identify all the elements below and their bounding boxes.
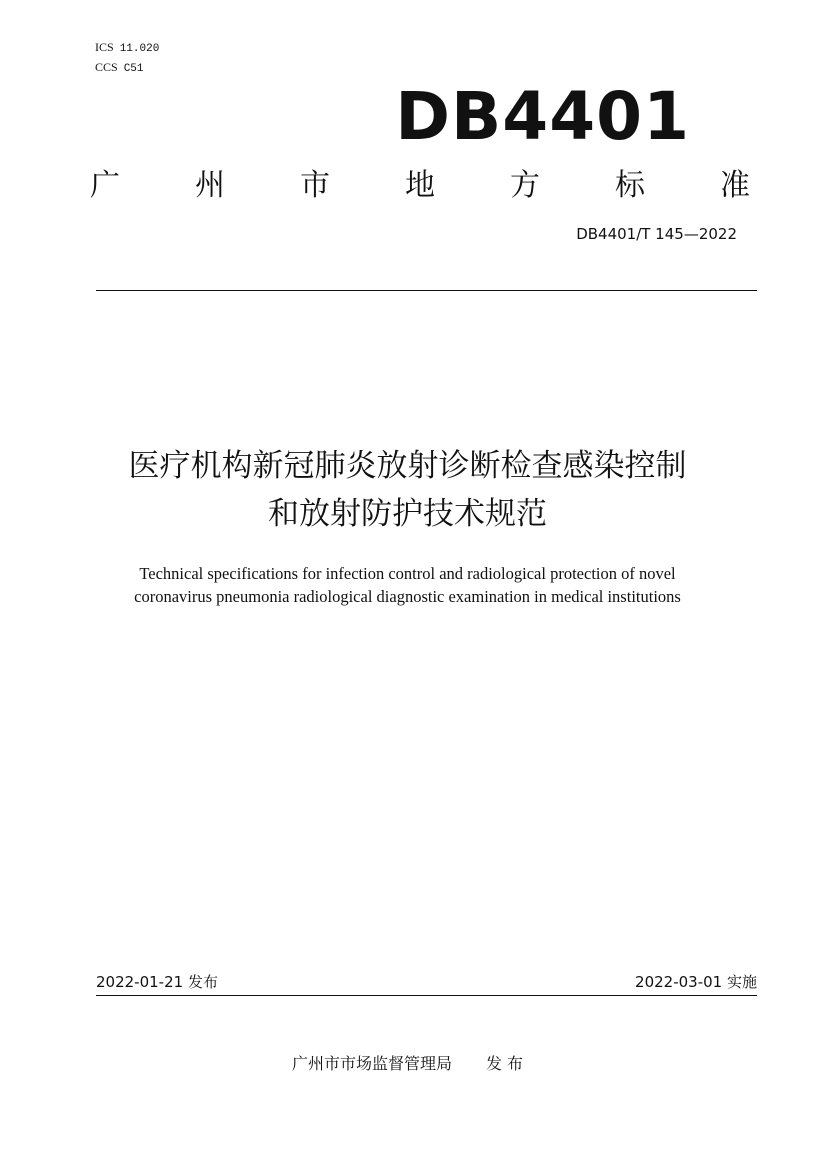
- standard-type-char: 准: [720, 168, 750, 203]
- ccs-line: [95, 60, 144, 76]
- title-en-line1: Technical specifications for infection control and radiological protection of novel: [139, 564, 676, 583]
- implement-date: 2022-03-01 实施: [635, 973, 757, 991]
- db-code: DB4401: [395, 78, 690, 155]
- standard-number: DB4401/T 145—2022: [576, 225, 737, 243]
- standard-type-char: 州: [195, 168, 225, 203]
- title-cn-line2: 和放射防护技术规范: [268, 496, 547, 532]
- title-cn-line1: 医疗机构新冠肺炎放射诊断检查感染控制: [128, 448, 687, 484]
- ics-label: ICS: [95, 40, 114, 54]
- issue-date: 2022-01-21 发布: [96, 973, 218, 991]
- ccs-label: CCS: [95, 60, 118, 74]
- title-en-line2: coronavirus pneumonia radiological diagnostic examination in medical institutions: [134, 587, 681, 606]
- ics-line: [95, 40, 159, 56]
- standard-type-char: 广: [90, 168, 120, 203]
- standard-type: [90, 166, 750, 206]
- standard-type-char: 市: [300, 168, 330, 203]
- publisher-action: 发 布: [485, 1054, 524, 1073]
- footer-divider: [96, 995, 757, 996]
- standard-type-char: 方: [510, 168, 540, 203]
- ics-code: 11.020: [119, 43, 160, 55]
- ccs-code: C51: [123, 63, 144, 75]
- publisher-line: [0, 1052, 815, 1076]
- publisher-name: 广州市市场监督管理局: [291, 1054, 452, 1073]
- standard-type-char: 标: [615, 168, 645, 203]
- header-divider: [96, 290, 757, 291]
- standard-type-char: 地: [405, 168, 435, 203]
